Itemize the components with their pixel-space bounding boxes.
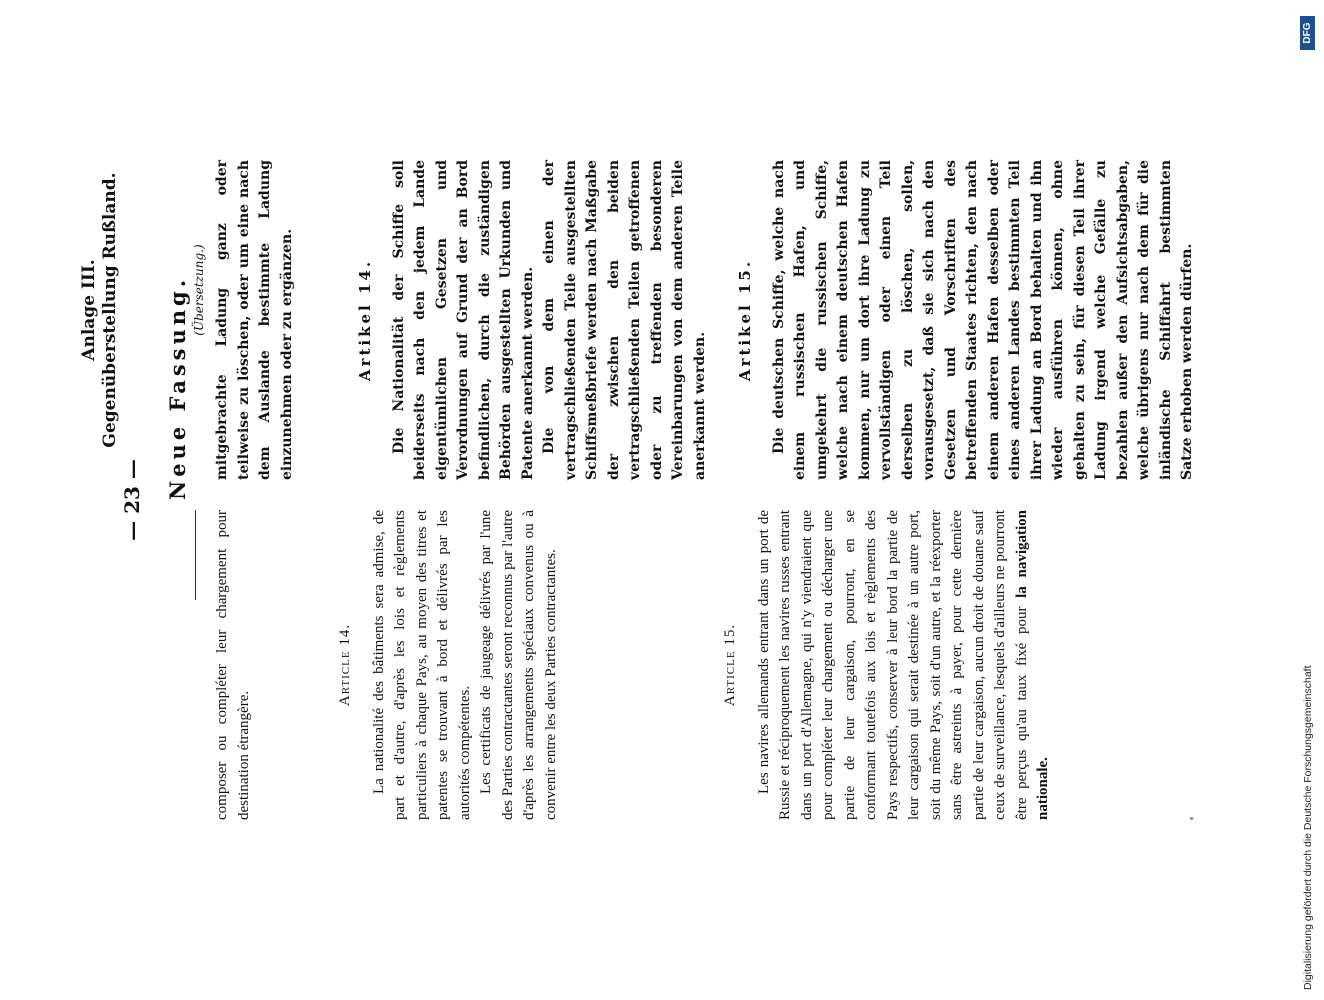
german-article-14-paragraph-1: Die Nationalität der Schiffe soll beiderseits nach den jedem Lande eigentümlichen Gesetzen und Verordnungen auf Grund der an Bord befindlichen, durch die zuständigen Behörden ausgestellten Urkunden und Patente anerkannt werden.: [390, 160, 536, 480]
french-article-14: [335, 510, 562, 820]
translation-label: (Übersetzung.): [192, 244, 206, 336]
french-article-15: [720, 510, 1055, 820]
french-article-14-paragraph-2: Les certificats de jaugeage délivrés par l'une des Parties contractantes seront reconnus par l'autre d'après les arrangements spéciaux convenus ou à convenir entre les deux Parties contractantes.: [478, 510, 559, 820]
french-article-14-paragraph-1: La nationalité des bâtiments sera admise, de part et d'autre, d'après les lois et règlements particuliers à chaque Pays, au moyen des titres et patentes se trouvant à bord et délivrés par les autorités compétentes.: [370, 510, 473, 820]
french-intro: [212, 510, 255, 820]
french-intro-text: composer ou compléter leur chargement pour destination étrangère.: [214, 510, 252, 820]
scan-speck: [1190, 817, 1193, 820]
german-article-14: [355, 160, 711, 480]
french-article-15-end: la navigation nationale.: [1013, 510, 1051, 820]
french-article-15-paragraph: [754, 510, 1055, 820]
german-article-15: [735, 160, 1199, 480]
digitization-credit: Digitalisierung gefördert durch die Deutsche Forschungsgemeinschaft: [1302, 665, 1314, 990]
dfg-logo: DFG: [1300, 16, 1315, 50]
german-article-14-heading: Artikel 14.: [356, 258, 374, 382]
french-article-15-heading: Article 15.: [722, 623, 738, 707]
german-intro: [212, 160, 298, 480]
german-article-15-paragraph: Die deutschen Schiffe, welche nach einem russischen Hafen, und umgekehrt die russischen Schiffe, welche nach einem deutschen Hafen kommen, nur um dort ihre Ladung zu vervollständigen oder einen Teil derselben zu löschen, sollen, vorausgesetzt, daß sie sich nach den Gesetzen und Vorschriften des betreffenden Staates richten, den nach einem anderen Hafen desselben oder eines anderen Landes bestimmten Teil ihrer Ladung an Bord behalten und ihn wieder ausführen können, ohne gehalten zu sein, für diesen Teil ihrer Ladung irgend welche Gefälle zu bezahlen außer den Aufsichtsabgaben, welche übrigens nur nach dem für die inländische Schiffahrt bestimmten Satze erhoben werden dürfen.: [770, 160, 1195, 480]
page-number: — 23 —: [120, 459, 144, 541]
french-article-15-text: Les navires allemands entrant dans un port de Russie et réciproquement les navires russes entrant dans un port d'Allemagne, qui n'y viendraient que pour compléter leur chargement ou décharger une partie de leur cargaison, pourront, en se conformant toutefois aux lois et règlements des Pays respectifs, conserver à leur bord la partie de leur cargaison qui serait destinée à un autre port, soit du même Pays, soit d'un autre, et la réexporter sans être astreints à payer, pour cette dernière partie de leur cargaison, aucun droit de douane sauf ceux de surveillance, lesquels d'ailleurs ne pourront être perçus qu'au taux fixé pour: [755, 510, 1030, 820]
french-article-14-heading: Article 14.: [337, 623, 353, 707]
column-heading: Neue Fassung.: [165, 275, 190, 500]
annex-subtitle: Gegenüberstellung Rußland.: [100, 172, 120, 448]
german-intro-text: mitgebrachte Ladung ganz oder teilweise zu löschen, oder um eine nach dem Auslande bestimmte Ladung einzunehmen oder zu ergänzen.: [214, 160, 295, 480]
annex-title: Anlage III.: [79, 259, 99, 361]
divider-rule: [195, 510, 196, 600]
german-article-15-heading: Artikel 15.: [736, 258, 754, 382]
german-article-14-paragraph-2: Die von dem einen der vertragschließenden Teile ausgestellten Schiffsmeßbriefe werden nach Maßgabe der zwischen den beiden vertragschließenden Teilen getroffenen oder zu treffenden besonderen Vereinbarungen von dem anderen Teile anerkannt werden.: [541, 160, 708, 480]
